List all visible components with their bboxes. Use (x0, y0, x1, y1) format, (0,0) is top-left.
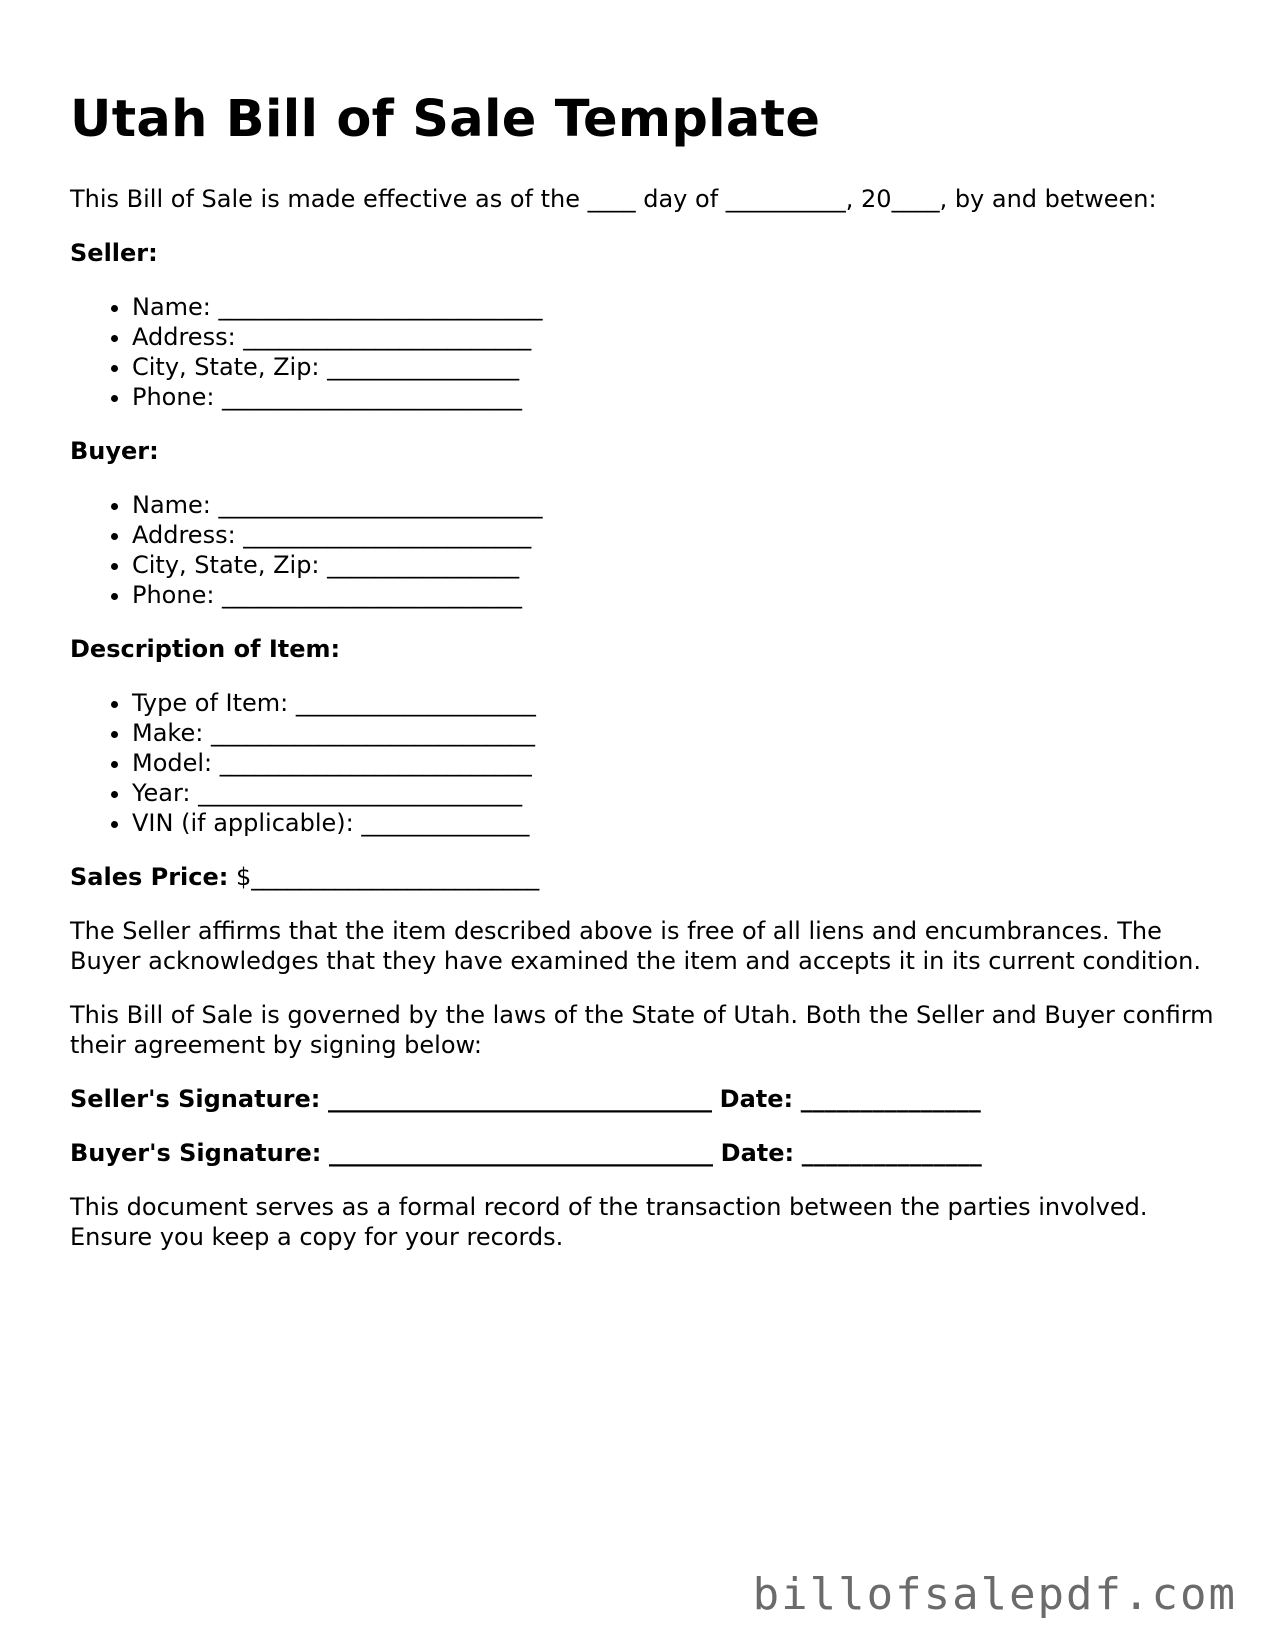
seller-signature-line (70, 1084, 1220, 1114)
buyer-city-state-zip-field: • City, State, Zip: ________________ (132, 550, 1220, 580)
document-page (70, 88, 1220, 1276)
buyer-date-blank: _______________ (801, 1139, 982, 1167)
seller-signature-blank: ________________________________ (328, 1085, 712, 1113)
seller-date-blank: _______________ (800, 1085, 981, 1113)
buyer-fields-list (70, 490, 1220, 610)
intro-paragraph: This Bill of Sale is made effective as of the ____ day of __________, 20____, by and between: (70, 185, 1157, 213)
item-heading: Description of Item: (70, 635, 341, 663)
affirmation-paragraph: The Seller affirms that the item described above is free of all liens and encumbrances. The Buyer acknowledges that they have examined the item and accepts it in its current condition. (70, 917, 1202, 975)
sales-price-value: $________________________ (236, 863, 540, 891)
buyer-heading: Buyer: (70, 437, 159, 465)
buyer-name-field: • Name: ___________________________ (132, 490, 1220, 520)
seller-heading: Seller: (70, 239, 158, 267)
item-vin-field: • VIN (if applicable): ______________ (132, 808, 1220, 838)
seller-phone-field: • Phone: _________________________ (132, 382, 1220, 412)
buyer-signature-label: Buyer's Signature: (70, 1139, 322, 1167)
document-title: Utah Bill of Sale Template (70, 90, 821, 149)
buyer-date-label: Date: (720, 1139, 795, 1167)
closing-paragraph: This document serves as a formal record of the transaction between the parties involved. Ensure you keep a copy for your records. (70, 1193, 1148, 1251)
seller-date-label: Date: (719, 1085, 794, 1113)
sales-price-line (70, 862, 1220, 892)
seller-fields-list (70, 292, 1220, 412)
site-watermark: billofsalepdf.com (752, 1569, 1237, 1620)
item-year-field: • Year: ___________________________ (132, 778, 1220, 808)
seller-address-field: • Address: ________________________ (132, 322, 1220, 352)
governing-law-paragraph: This Bill of Sale is governed by the laws of the State of Utah. Both the Seller and Buyer confirm their agreement by signing below: (70, 1001, 1214, 1059)
buyer-address-field: • Address: ________________________ (132, 520, 1220, 550)
sales-price-label: Sales Price: (70, 863, 229, 891)
seller-name-field: • Name: ___________________________ (132, 292, 1220, 322)
buyer-signature-line (70, 1138, 1220, 1168)
item-type-field: • Type of Item: ____________________ (132, 688, 1220, 718)
item-make-field: • Make: ___________________________ (132, 718, 1220, 748)
buyer-signature-blank: ________________________________ (329, 1139, 714, 1167)
seller-city-state-zip-field: • City, State, Zip: ________________ (132, 352, 1220, 382)
buyer-phone-field: • Phone: _________________________ (132, 580, 1220, 610)
seller-signature-label: Seller's Signature: (70, 1085, 321, 1113)
item-model-field: • Model: __________________________ (132, 748, 1220, 778)
item-fields-list (70, 688, 1220, 838)
